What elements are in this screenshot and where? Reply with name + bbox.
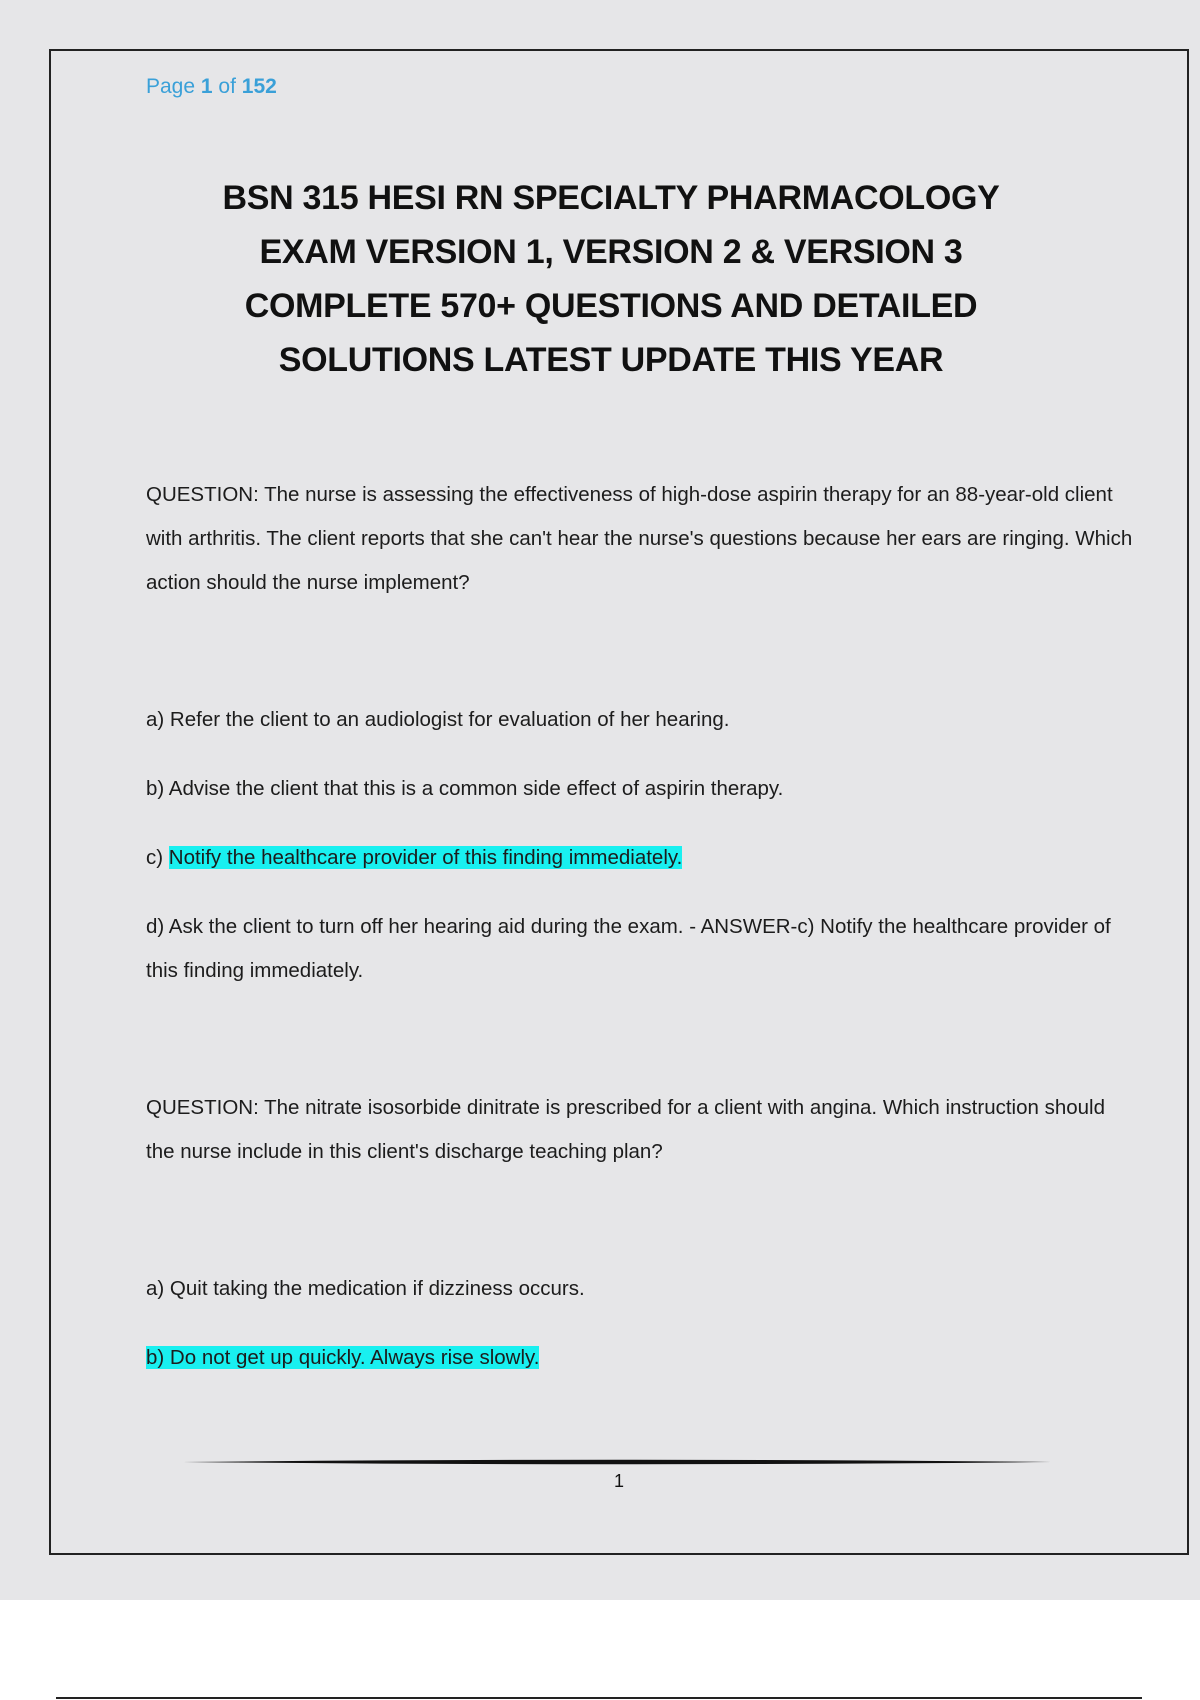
question-1-option-b: b) Advise the client that this is a common side effect of aspirin therapy.	[146, 777, 784, 800]
question-content	[146, 473, 1136, 1380]
page-indicator-total: 152	[241, 75, 277, 98]
page-indicator-middle: of	[212, 75, 242, 98]
next-page-top-rule	[56, 1697, 1142, 1699]
question-2-stem: QUESTION: The nitrate isosorbide dinitrate is prescribed for a client with angina. Which instruction should the nurse include in this client's discharge teaching plan?	[146, 1096, 1106, 1163]
question-2-option-b	[146, 1336, 1136, 1380]
document-title: BSN 315 HESI RN SPECIALTY PHARMACOLOGY EXAM VERSION 1, VERSION 2 & VERSION 3 COMPLETE 570+ QUESTIONS AND DETAILED SOLUTIONS LATEST UPDATE THIS YEAR	[222, 179, 1000, 379]
page-indicator-prefix: Page	[146, 75, 201, 98]
option-c-label: c)	[146, 846, 169, 869]
highlighted-answer: Notify the healthcare provider of this finding immediately.	[168, 846, 683, 869]
page-indicator-current: 1	[200, 75, 213, 98]
question-1-option-a: a) Refer the client to an audiologist for evaluation of her hearing.	[146, 708, 730, 731]
page-number: 1	[613, 1471, 624, 1491]
page-border-frame	[49, 49, 1189, 1555]
highlighted-answer: b) Do not get up quickly. Always rise slowly.	[146, 1346, 540, 1369]
question-1-stem: QUESTION: The nurse is assessing the effectiveness of high-dose aspirin therapy for an 88-year-old client with arthritis. The client reports that she can't hear the nurse's questions because her ears are ringing. Which action should the nurse implement?	[146, 483, 1133, 594]
question-1-option-c	[146, 836, 1136, 880]
question-2-option-a: a) Quit taking the medication if dizziness occurs.	[146, 1277, 585, 1300]
question-1-option-d-answer: d) Ask the client to turn off her hearing aid during the exam. - ANSWER-c) Notify the healthcare provider of this finding immediately.	[146, 915, 1111, 982]
page-indicator	[146, 75, 277, 99]
footer-divider	[183, 1459, 1051, 1465]
